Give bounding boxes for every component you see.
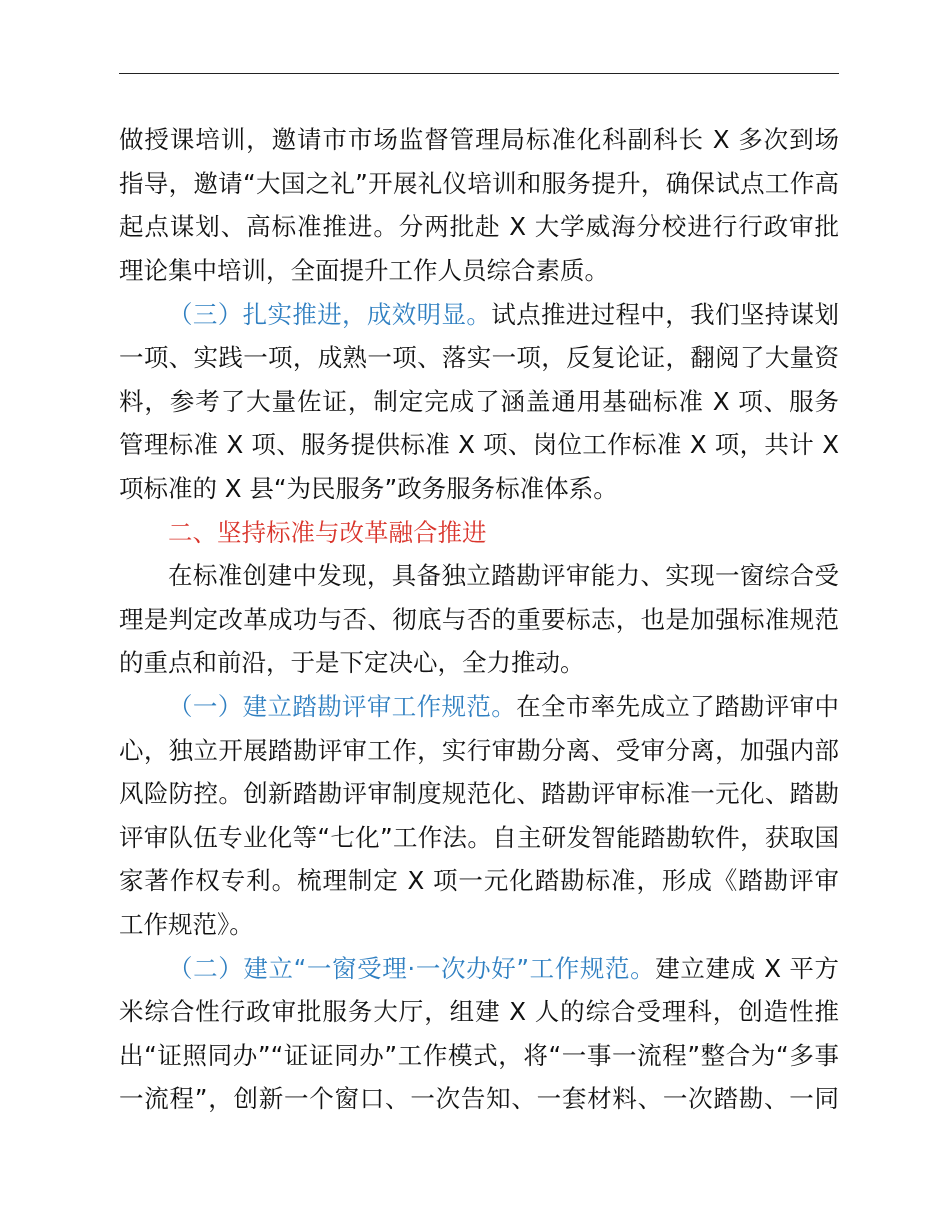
subheading-1: （一）建立踏勘评审工作规范。	[168, 692, 517, 721]
paragraph-line: 家著作权专利。梳理制定 X 项一元化踏勘标准，形成《踏勘评审	[119, 866, 839, 895]
subheading-line	[168, 685, 839, 729]
paragraph-line: 一项、实践一项，成熟一项、落实一项，反复论证，翻阅了大量资	[119, 343, 839, 372]
header-rule	[119, 73, 839, 74]
paragraph-line: 风险防控。创新踏勘评审制度规范化、踏勘评审标准一元化、踏勘	[119, 779, 839, 808]
paragraph-line: 管理标准 X 项、服务提供标准 X 项、岗位工作标准 X 项，共计 X	[119, 430, 839, 459]
paragraph-line: 的重点和前沿，于是下定决心，全力推动。	[119, 648, 585, 677]
subheading-line	[168, 947, 839, 991]
paragraph-line: 工作规范》。	[119, 910, 254, 939]
paragraph-text: 在全市率先成立了踏勘评审中	[516, 692, 839, 721]
paragraph-line: 评审队伍专业化等“七化”工作法。自主研发智能踏勘软件，获取国	[119, 823, 839, 852]
paragraph-line: 出“证照同办”“证证同办”工作模式，将“一事一流程”整合为“多事	[119, 1041, 839, 1070]
paragraph-line: 项标准的 X 县“为民服务”政务服务标准体系。	[119, 474, 618, 503]
paragraph-line: 米综合性行政审批服务大厅，组建 X 人的综合受理科，创造性推	[119, 997, 839, 1026]
paragraph-line: 料，参考了大量佐证，制定完成了涵盖通用基础标准 X 项、服务	[119, 387, 839, 416]
paragraph-line: 在标准创建中发现，具备独立踏勘评审能力、实现一窗综合受	[168, 561, 839, 590]
paragraph-text: 建立建成 X 平方	[655, 954, 839, 983]
paragraph-line: 理论集中培训，全面提升工作人员综合素质。	[119, 256, 609, 285]
subheading-2: （二）建立“一窗受理·一次办好”工作规范。	[168, 954, 656, 983]
paragraph-line: 心，独立开展踏勘评审工作，实行审勘分离、受审分离，加强内部	[119, 736, 839, 765]
paragraph-line: 做授课培训，邀请市市场监督管理局标准化科副科长 X 多次到场	[119, 125, 839, 154]
section-heading-2: 二、坚持标准与改革融合推进	[168, 518, 487, 547]
paragraph-text: 试点推进过程中，我们坚持谋划	[491, 300, 839, 329]
paragraph-line: 一流程”，创新一个窗口、一次告知、一套材料、一次踏勘、一同	[119, 1084, 839, 1113]
subheading-3: （三）扎实推进，成效明显。	[168, 300, 492, 329]
paragraph-line: 理是判定改革成功与否、彻底与否的重要标志，也是加强标准规范	[119, 605, 839, 634]
subheading-line	[168, 293, 839, 337]
paragraph-line: 起点谋划、高标准推进。分两批赴 X 大学威海分校进行行政审批	[119, 212, 839, 241]
paragraph-line: 指导，邀请“大国之礼”开展礼仪培训和服务提升，确保试点工作高	[119, 169, 839, 198]
